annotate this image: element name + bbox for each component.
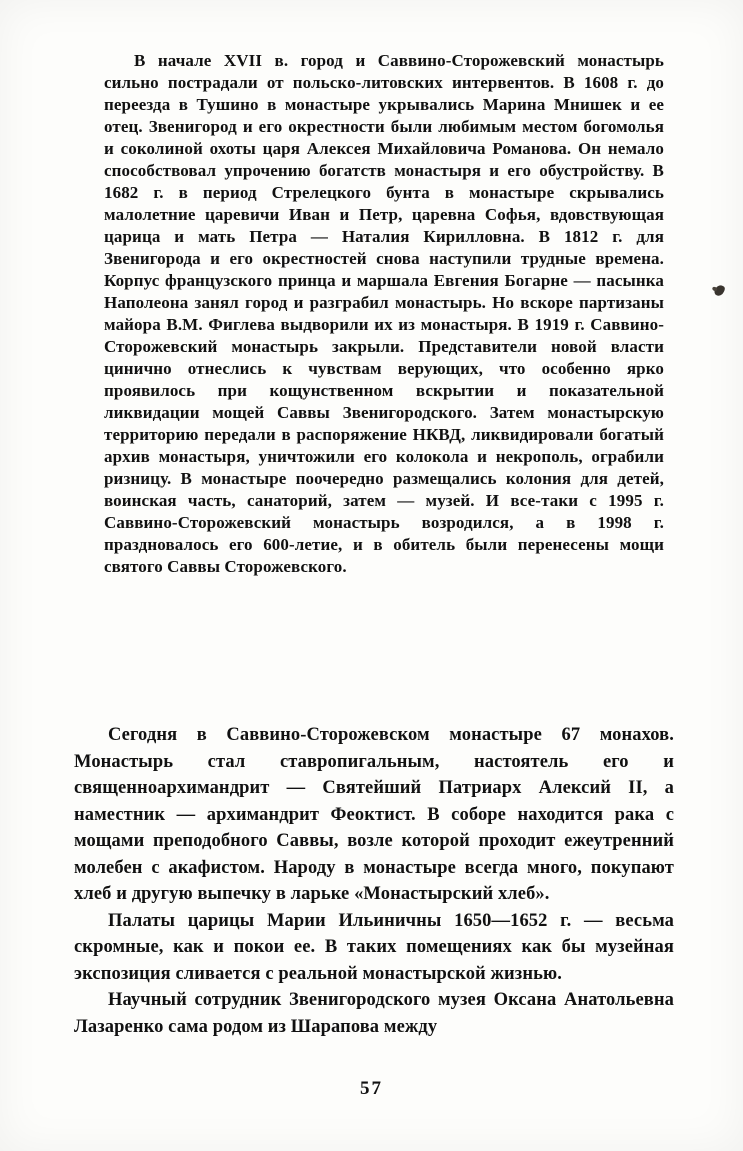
body-paragraph: Научный сотрудник Звенигородского музея Оксана Анатольевна Лазаренко сама родом из Шарапова между [74,990,674,1037]
page-number: 57 [360,1078,383,1099]
ink-speck-icon [713,284,726,298]
body-text [74,722,674,1040]
quote-paragraph: В начале XVII в. город и Саввино-Сторожевский монастырь сильно пострадали от польско-литовских интервентов. В 1608 г. до переезда в Тушино в монастыре укрывались Марина Мнишек и ее отец. Звенигород и его окрестности были любимым местом богомолья и соколиной охоты царя Алексея Михайловича Романова. Он немало способствовал упрочению богатств монастыря и его обустройству. В 1682 г. в период Стрелецкого бунта в монастыре скрывались малолетние царевичи Иван и Петр, царевна Софья, вдовствующая царица и мать Петра — Наталия Кирилловна. В 1812 г. для Звенигорода и его окрестностей снова наступили трудные времена. Корпус французского принца и маршала Евгения Богарне — пасынка Наполеона занял город и разграбил монастырь. Но вскоре партизаны майора В.М. Фиглева выдворили их из монастыря. В 1919 г. Саввино-Сторожевский монастырь закрыли. Представители новой власти цинично отнеслись к чувствам верующих, что особенно ярко проявилось при кощунственном вскрытии и показательной ликвидации мощей Саввы Звенигородского. Затем монастырскую территорию передали в распоряжение НКВД, ликвидировали богатый архив монастыря, уничтожили его колокола и некрополь, ограбили ризницу. В монастыре поочередно размещались колония для детей, воинская часть, санаторий, затем — музей. И все-таки с 1995 г. Саввино-Сторожевский монастырь возродился, а в 1998 г. праздновалось его 600-летие, и в обитель были перенесены мощи святого Саввы Сторожевского. [104,51,664,576]
body-paragraph: Палаты царицы Марии Ильиничны 1650—1652 г. — весьма скромные, как и покои ее. В таких помещениях как бы музейная экспозиция сливается с реальной монастырской жизнью. [74,910,674,984]
body-paragraph: Сегодня в Саввино-Сторожевском монастыре 67 монахов. Монастырь стал ставропигальным, настоятель его и священноархимандрит — Святейший Патриарх Алексий II, а наместник — архимандрит Феоктист. В соборе находится рака с мощами преподобного Саввы, возле которой проходит ежеутренний молебен с акафистом. Народу в монастыре всегда много, покупают хлеб и другую выпечку в ларьке «Монастырский хлеб». [74,725,674,904]
